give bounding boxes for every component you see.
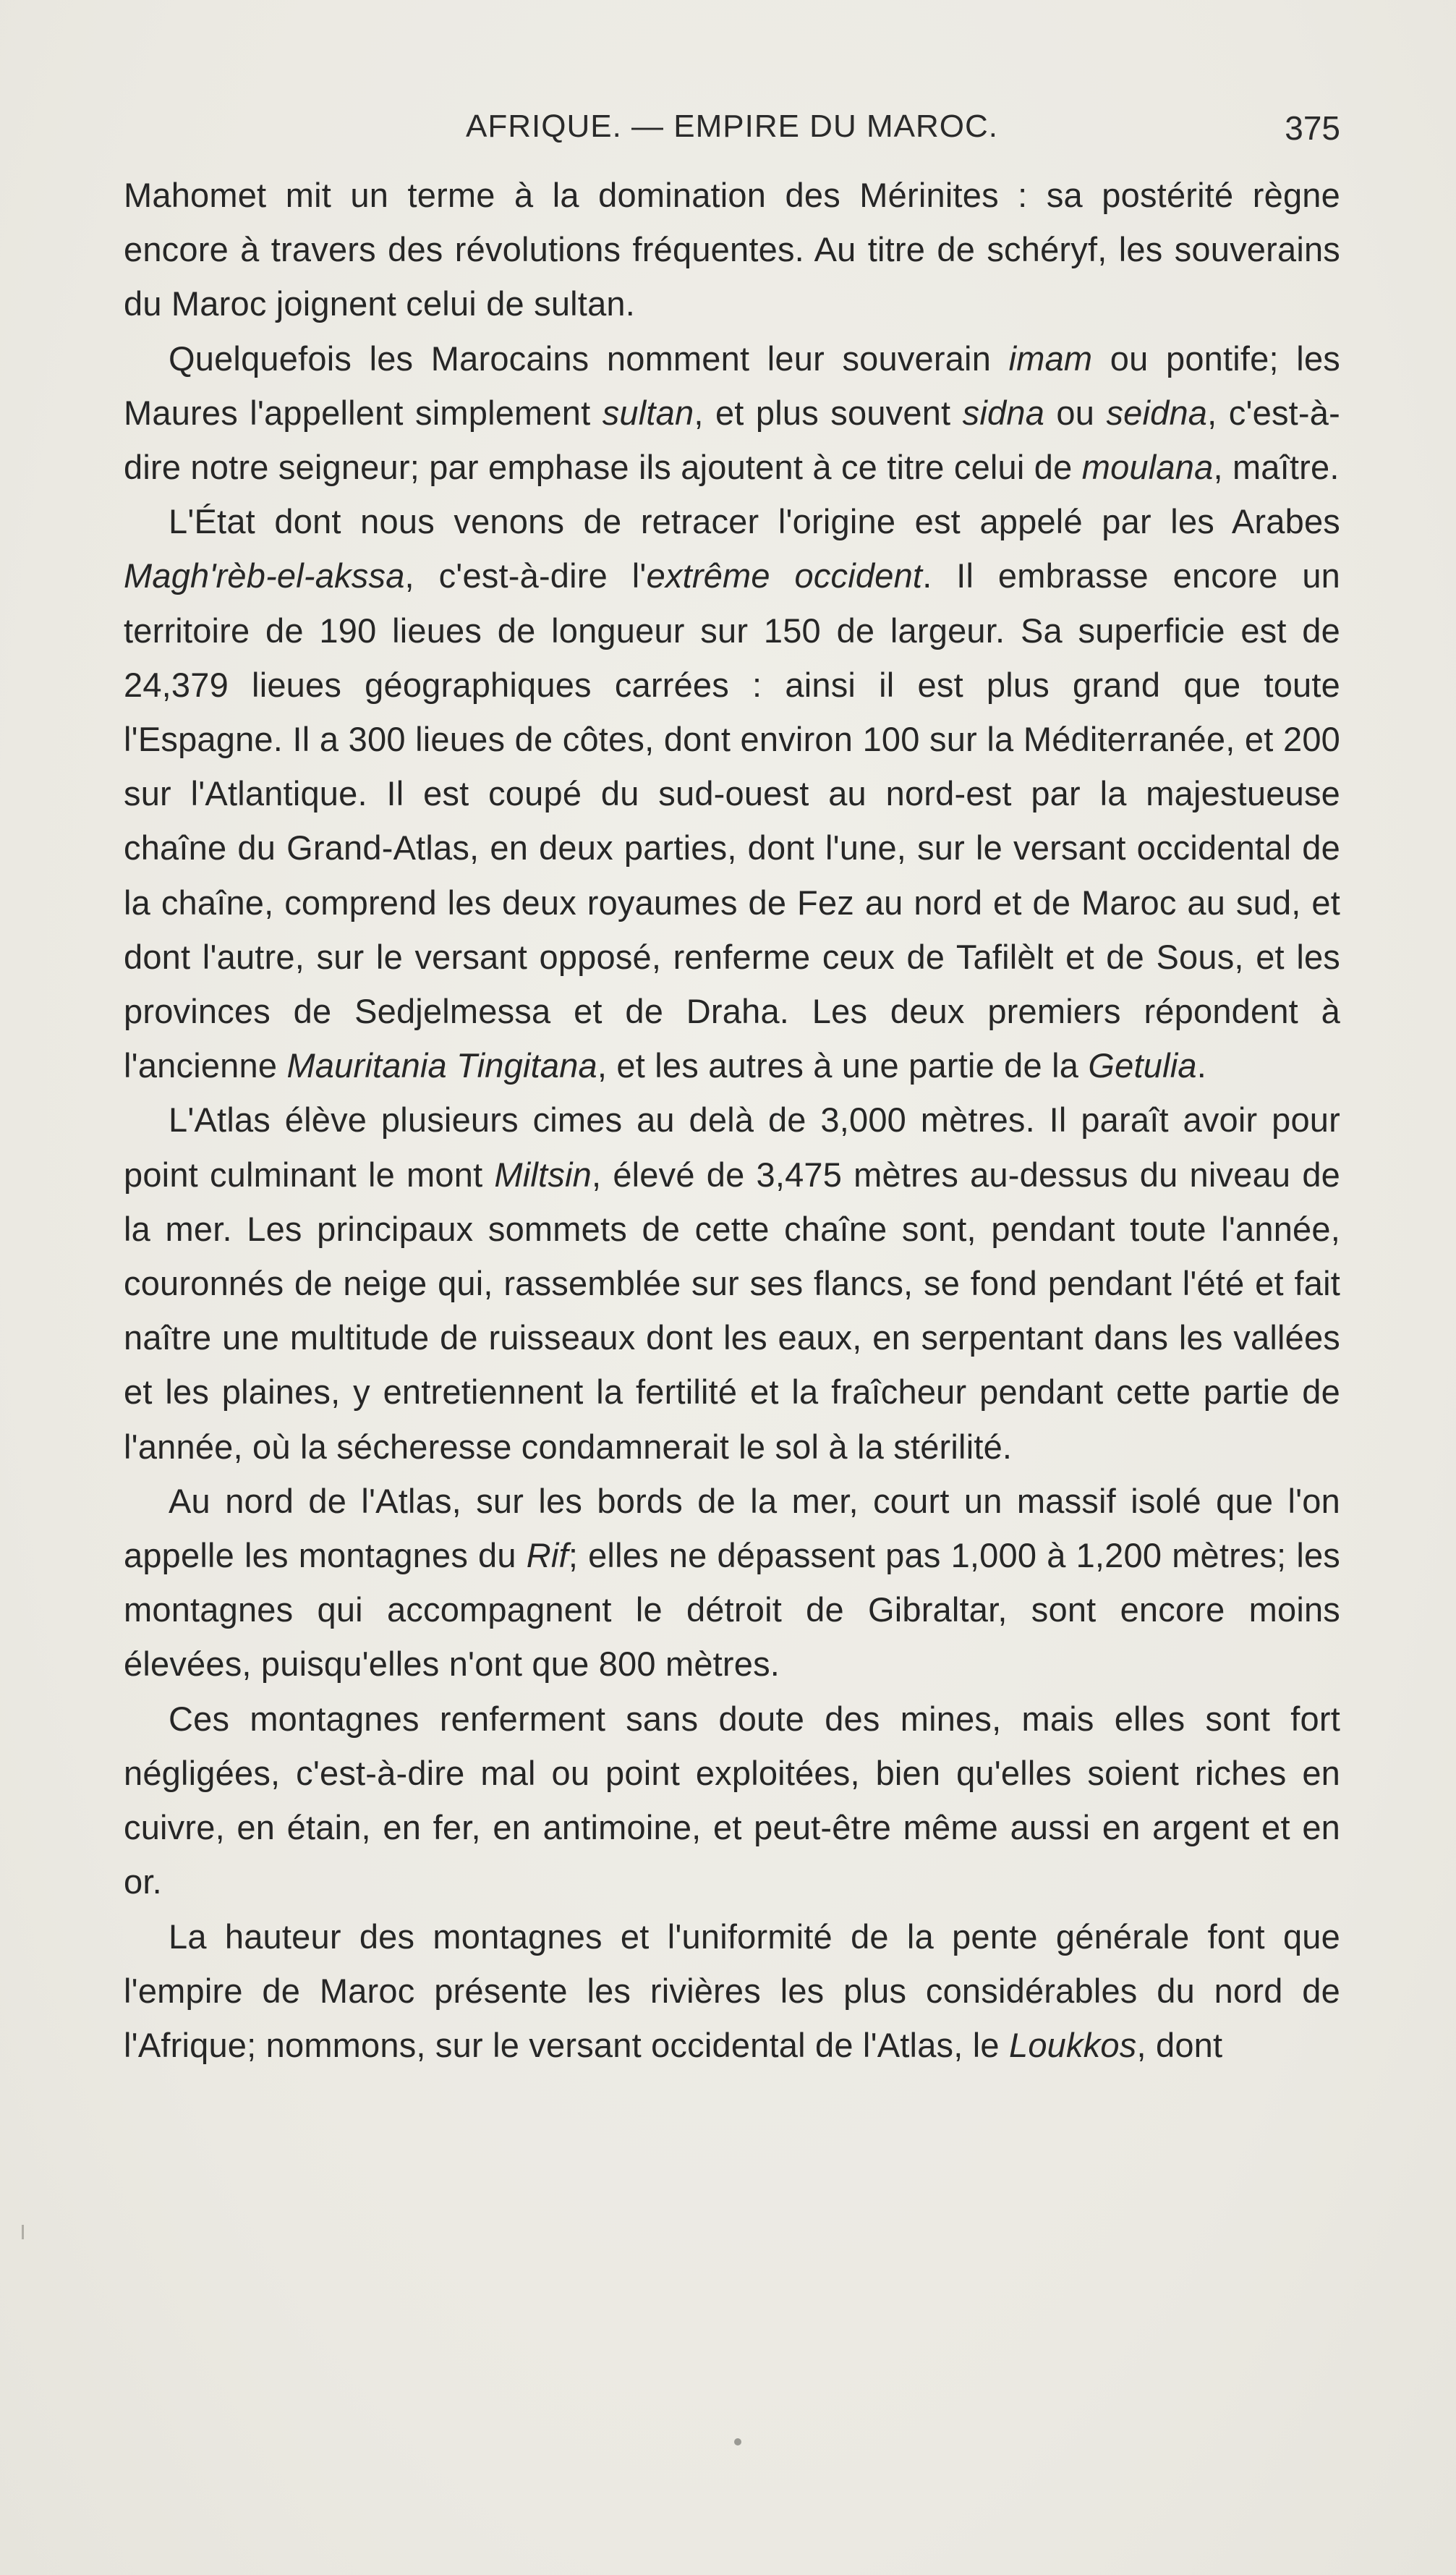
- running-title: AFRIQUE. — EMPIRE DU MAROC.: [466, 109, 998, 144]
- paragraph-2: [124, 331, 1340, 495]
- italic-term: Magh'rèb-el-akssa: [124, 556, 405, 595]
- text-run: La hauteur des montagnes et l'uniformité de la pente générale font que l'empire de Maroc présente les rivières les plus considérables du nord de l'Afrique; nommons, sur le versant occidental de l'Atlas, le: [124, 1917, 1340, 2064]
- print-speck: [734, 2438, 741, 2445]
- italic-term: moulana: [1081, 448, 1214, 487]
- text-run: , maître.: [1213, 448, 1340, 487]
- text-run: ou pontife; les Maures l'appellent simplement: [124, 339, 1340, 432]
- italic-term: seidna: [1106, 393, 1208, 432]
- text-run: Mahomet mit un terme à la domination des Mérinites : sa postérité règne encore à travers des révolutions fréquentes. Au titre de schéryf, les souverains du Maroc joignent celui de sultan.: [124, 176, 1340, 323]
- italic-term: Getulia: [1088, 1046, 1197, 1085]
- body-text: [124, 168, 1340, 2072]
- text-run: ; elles ne dépassent pas 1,000 à 1,200 mètres; les montagnes qui accompagnent le détroit de Gibraltar, sont encore moins élevées, puisqu'elles n'ont que 800 mètres.: [124, 1536, 1340, 1684]
- text-run: . Il embrasse encore un territoire de 190 lieues de longueur sur 150 de largeur. Sa superficie est de 24,379 lieues géographiques carrées : ainsi il est plus grand que toute l'Espagne. Il a 300 lieues de côtes, dont environ 100 sur la Méditerranée, et 200 sur l'Atlantique. Il est coupé du sud-ouest au nord-est par la majestueuse chaîne du Grand-Atlas, en deux parties, dont l'une, sur le versant occidental de la chaîne, comprend les deux royaumes de Fez au nord et de Maroc au sud, et dont l'autre, sur le versant opposé, renferme ceux de Tafilèlt et de Sous, et les provinces de Sedjelmessa et de Draha. Les deux premiers répondent à l'ancienne: [124, 556, 1340, 1085]
- page-number: 375: [1285, 109, 1340, 147]
- paragraph-6: [124, 1692, 1340, 1909]
- text-run: L'État dont nous venons de retracer l'origine est appelé par les Arabes: [169, 502, 1340, 541]
- margin-mark: [22, 2225, 24, 2239]
- text-run: .: [1196, 1046, 1206, 1085]
- italic-term: Loukkos: [1009, 2025, 1137, 2064]
- text-run: Quelquefois les Marocains nomment leur souverain: [169, 339, 1009, 378]
- text-run: Au nord de l'Atlas, sur les bords de la mer, court un massif isolé que l'on appelle les montagnes du: [124, 1481, 1340, 1575]
- italic-term: sidna: [962, 393, 1045, 432]
- paragraph-3: [124, 494, 1340, 1093]
- text-run: ou: [1044, 393, 1107, 432]
- paragraph-1: [124, 168, 1340, 331]
- text-run: , c'est-à-dire notre seigneur; par emphase ils ajoutent à ce titre celui de: [124, 393, 1340, 487]
- italic-term: Rif: [526, 1536, 569, 1575]
- italic-term: Mauritania Tingitana: [286, 1046, 597, 1085]
- paragraph-7: [124, 1909, 1340, 2073]
- italic-term: extrême occident: [646, 556, 923, 595]
- italic-term: imam: [1008, 339, 1093, 378]
- text-run: , et les autres à une partie de la: [597, 1046, 1089, 1085]
- italic-term: Miltsin: [494, 1155, 592, 1194]
- text-run: L'Atlas élève plusieurs cimes au delà de 3,000 mètres. Il paraît avoir pour point culminant le mont: [124, 1100, 1340, 1194]
- text-run: , et plus souvent: [694, 393, 963, 432]
- paragraph-4: [124, 1093, 1340, 1473]
- page-header: [124, 101, 1340, 159]
- text-run: , c'est-à-dire l': [404, 556, 647, 595]
- italic-term: sultan: [602, 393, 694, 432]
- text-run: , élevé de 3,475 mètres au-dessus du niveau de la mer. Les principaux sommets de cette chaîne sont, pendant toute l'année, couronnés de neige qui, rassemblée sur ses flancs, se fond pendant l'été et fait naître une multitude de ruisseaux dont les eaux, en serpentant dans les vallées et les plaines, y entretiennent la fertilité et la fraîcheur pendant cette partie de l'année, où la sécheresse condamnerait le sol à la stérilité.: [124, 1155, 1340, 1466]
- text-run: Ces montagnes renferment sans doute des mines, mais elles sont fort négligées, c'est-à-dire mal ou point exploitées, bien qu'elles soient riches en cuivre, en étain, en fer, en antimoine, et peut-être même aussi en argent et en or.: [124, 1699, 1340, 1901]
- paragraph-5: [124, 1474, 1340, 1692]
- text-run: , dont: [1136, 2025, 1223, 2064]
